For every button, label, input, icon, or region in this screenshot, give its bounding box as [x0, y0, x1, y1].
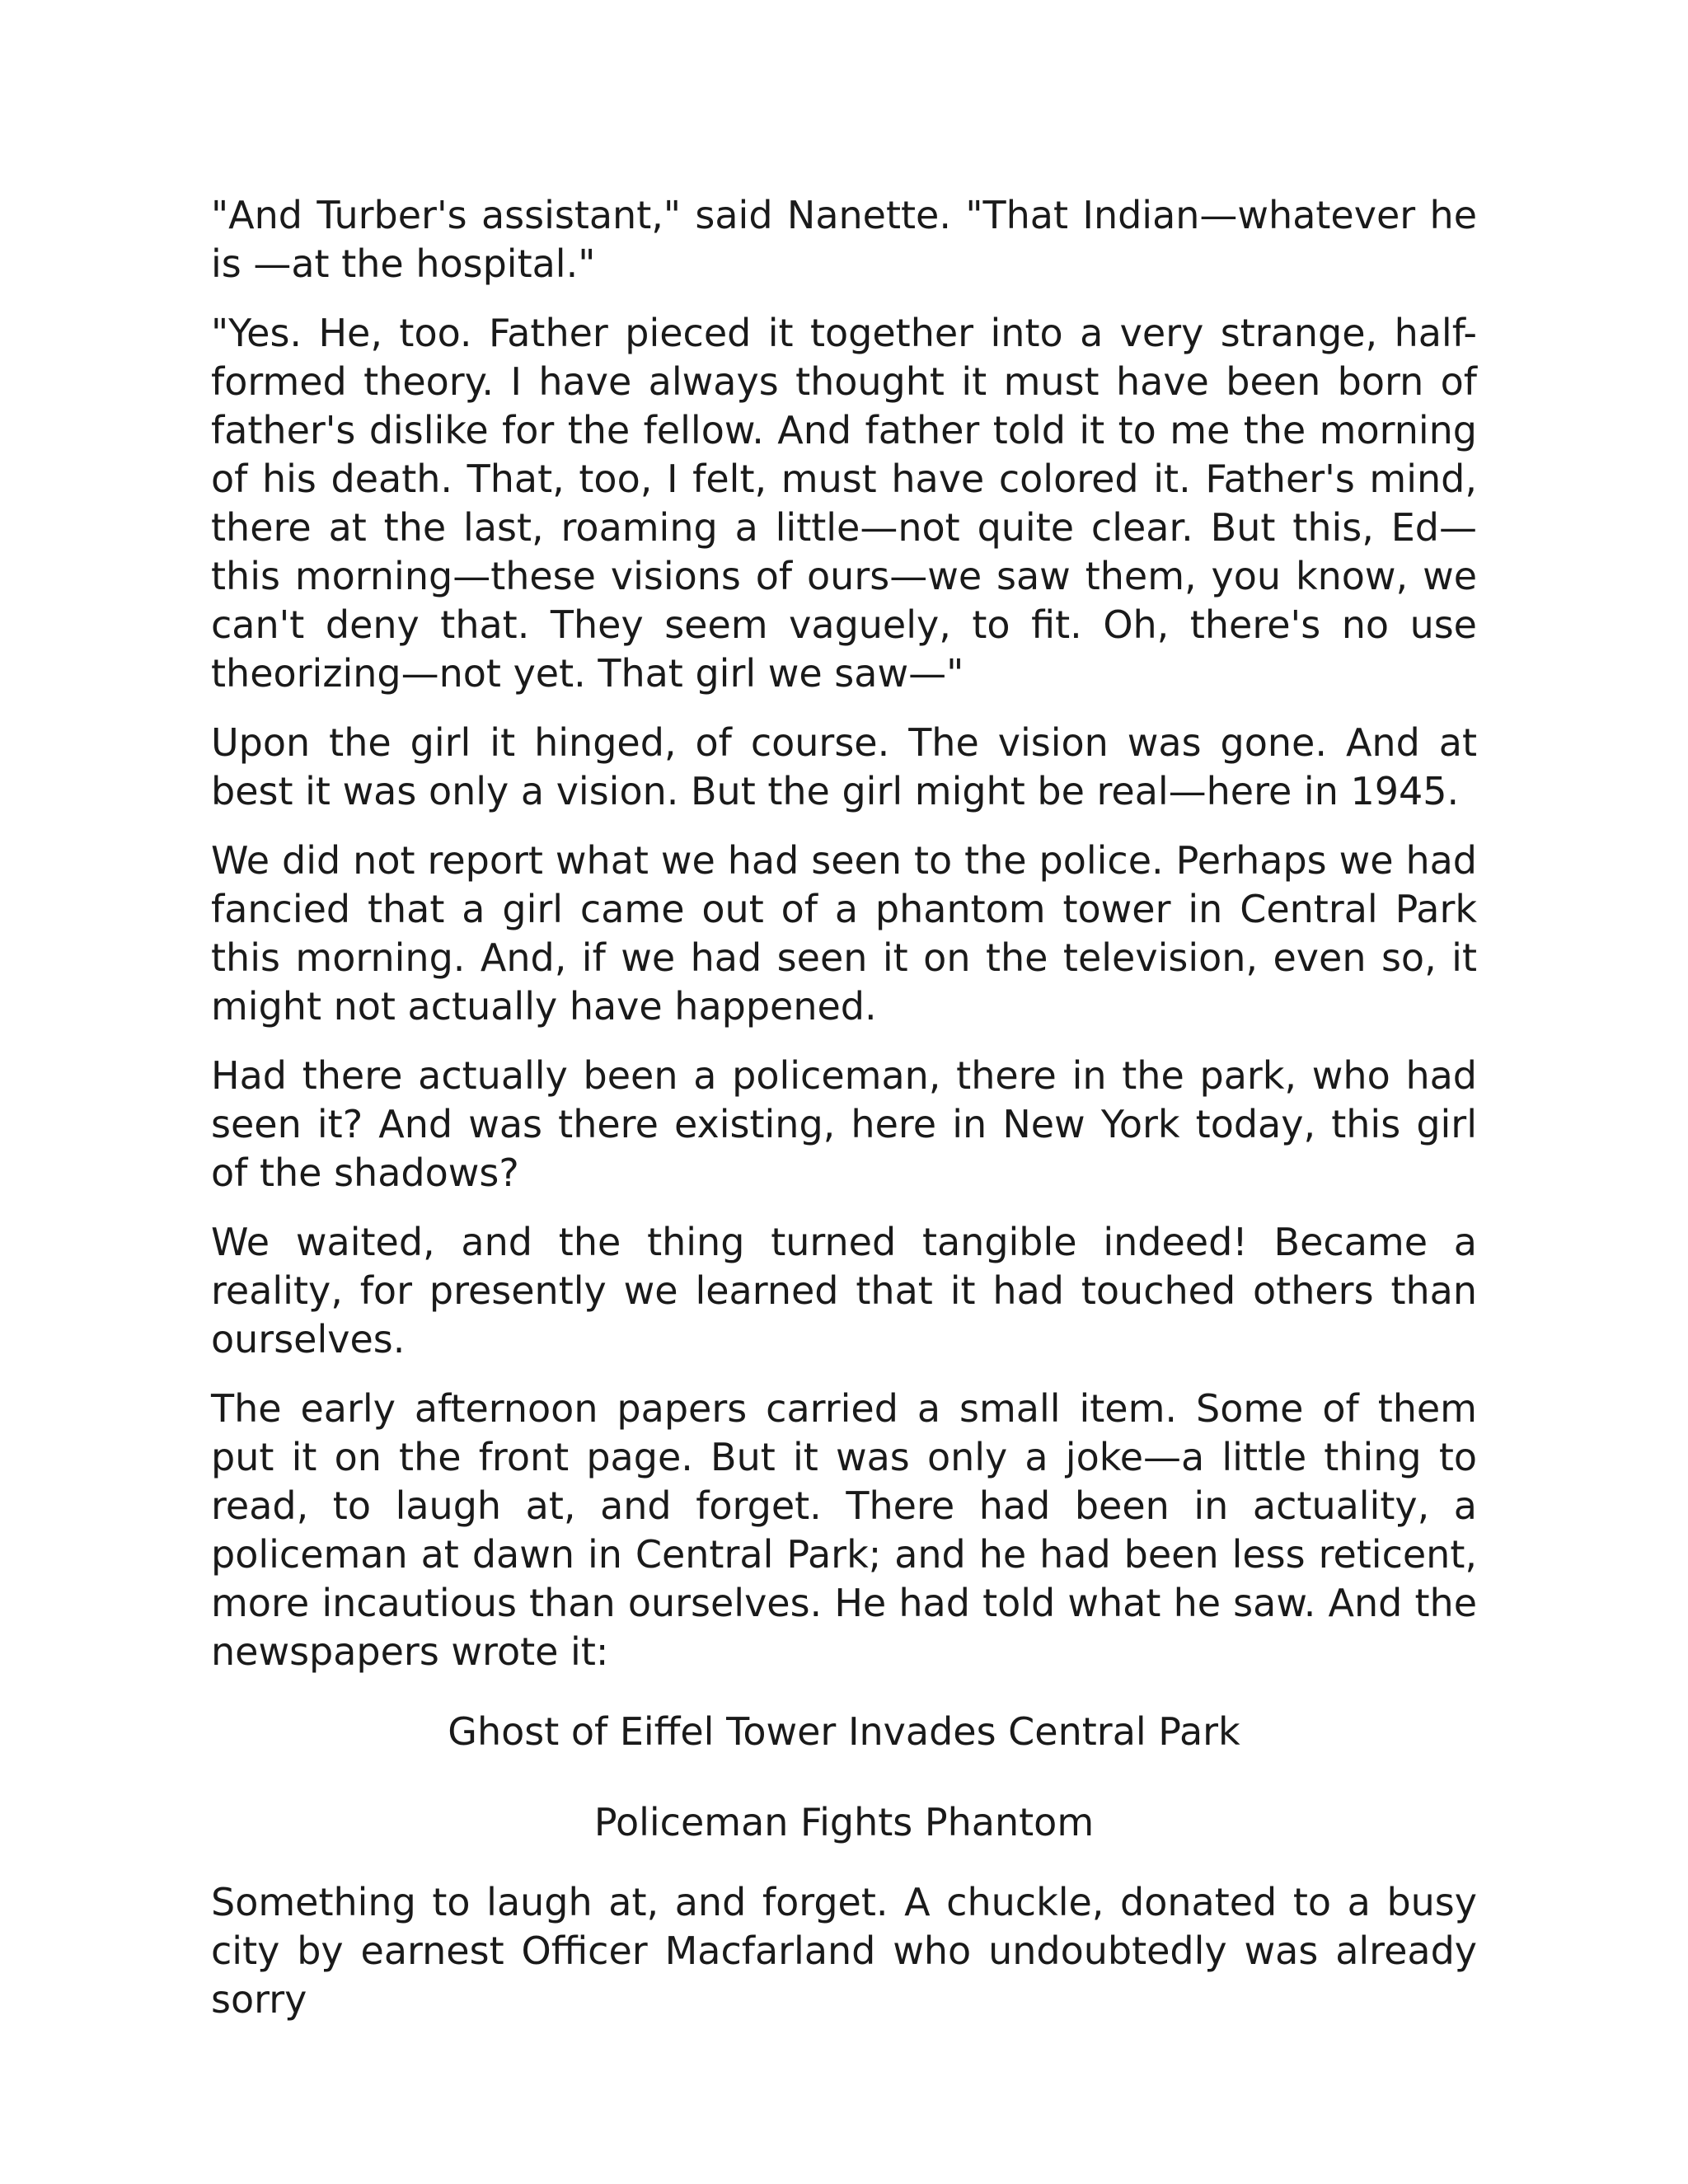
paragraph: Upon the girl it hinged, of course. The vision was gone. And at best it was only a vision. But the girl might be real—here in 1945.	[211, 720, 1477, 813]
paragraph: "And Turber's assistant," said Nanette. "That Indian—whatever he is —at the hospital."	[211, 193, 1477, 286]
paragraph: The early afternoon papers carried a small item. Some of them put it on the front page. But it was only a joke—a little thing to read, to laugh at, and forget. There had been in actuality, a policeman at dawn in Central Park; and he had been less reticent, more incautious than ourselves. He had told what he saw. And the newspapers wrote it:	[211, 1386, 1477, 1674]
paragraph: We waited, and the thing turned tangible indeed! Became a reality, for presently we learned that it had touched others than ourselves.	[211, 1220, 1477, 1361]
paragraph: Had there actually been a policeman, there in the park, who had seen it? And was there existing, here in New York today, this girl of the shadows?	[211, 1053, 1477, 1195]
newspaper-headline: Ghost of Eiffel Tower Invades Central Park	[448, 1709, 1240, 1754]
closing-paragraph: Something to laugh at, and forget. A chuckle, donated to a busy city by earnest Officer Macfarland who undoubtedly was already sorry	[211, 1880, 1477, 2022]
document-page	[211, 191, 1477, 2045]
paragraph: "Yes. He, too. Father pieced it together into a very strange, half-formed theory. I have always thought it must have been born of father's dislike for the fellow. And father told it to me the morning of his death. That, too, I felt, must have colored it. Father's mind, there at the last, roaming a little—not quite clear. But this, Ed—this morning—these visions of ours—we saw them, you know, we can't deny that. They seem vaguely, to fit. Oh, there's no use theorizing—not yet. That girl we saw—"	[211, 311, 1477, 696]
paragraph: We did not report what we had seen to the police. Perhaps we had fancied that a girl came out of a phantom tower in Central Park this morning. And, if we had seen it on the television, even so, it might not actually have happened.	[211, 838, 1477, 1029]
newspaper-subheadline: Policeman Fights Phantom	[593, 1800, 1095, 1844]
